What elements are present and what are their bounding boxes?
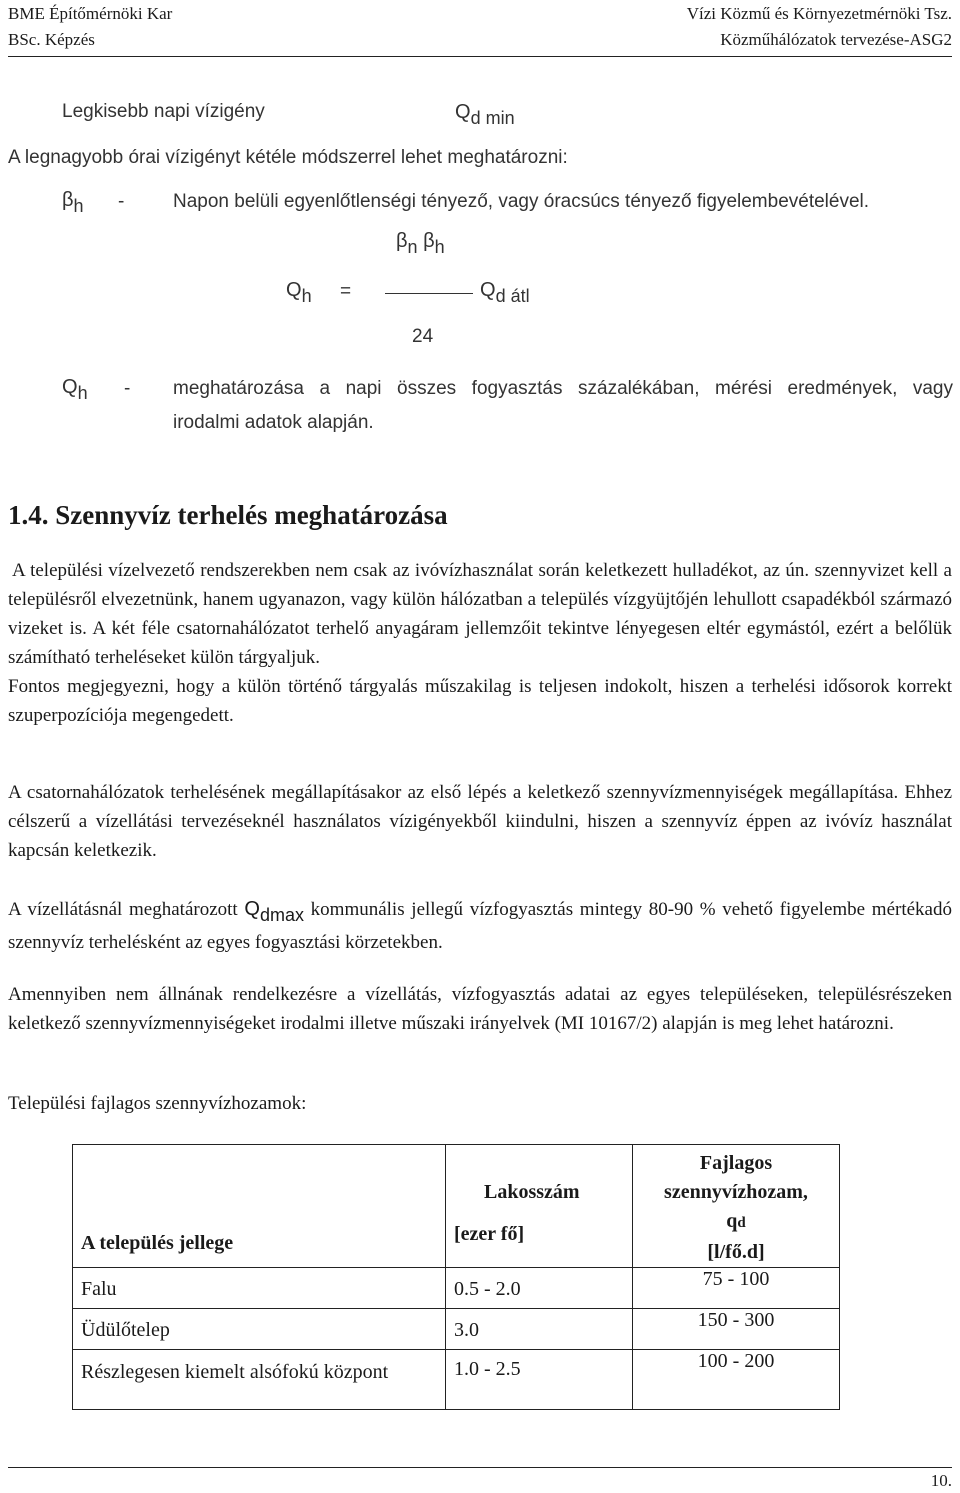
beta-h-description: Napon belüli egyenlőtlenségi tényező, vagy óracsúcs tényező figyelembevételével.: [173, 191, 870, 212]
section-title: 1.4. Szennyvíz terhelés meghatározása: [8, 500, 448, 530]
header-settlement-type: A település jellege: [73, 1145, 446, 1268]
paragraph-qdmax: A vízellátásnál meghatározott Qdmax kommunális jellegű vízfogyasztás mintegy 80-90 % vehető figyelembe mértékadó szennyvíz terhelésként az egyes fogyasztási körzetekben.: [8, 898, 952, 953]
table-row: [73, 1268, 840, 1309]
paragraph-intro-part2: Fontos megjegyezni, hogy a külön történő tárgyalás műszakilag is teljesen indokolt, hiszen a terhelési idősorok korrekt szuperpozíciója megengedett.: [8, 676, 952, 726]
cell-type: Üdülőtelep: [73, 1309, 446, 1350]
cell-flow: 100 - 200: [633, 1350, 840, 1410]
formula-lhs: Qh: [286, 279, 312, 306]
cell-flow: 150 - 300: [633, 1309, 840, 1350]
header-chair: Vízi Közmű és Környezetmérnöki Tsz.: [686, 4, 952, 23]
qh-description-line1: meghatározása a napi összes fogyasztás százalékában, mérési eredmények, vagy: [173, 378, 953, 399]
page-number: 10.: [930, 1471, 952, 1490]
paragraph-network-load: A csatornahálózatok terhelésének megállapításakor az első lépés a keletkező szennyvízmennyiségek megállapítása. Ehhez célszerű a vízellátási tervezéseknél használatos vízigényekből kiindulni, hiszen a szennyvíz éppen az ivóvíz használat kapcsán keletkezik.: [8, 782, 952, 861]
beta-h-dash: -: [118, 191, 125, 212]
header-course: Közműhálózatok tervezése-ASG2: [720, 30, 952, 49]
header-divider: [8, 56, 952, 57]
cell-flow: 75 - 100: [633, 1268, 840, 1309]
table-header-row: [73, 1145, 840, 1268]
footer-divider: [8, 1467, 952, 1468]
cell-type: Részlegesen kiemelt alsófokú központ: [73, 1350, 446, 1410]
cell-population: 1.0 - 2.5: [446, 1350, 633, 1410]
formula-numerator: βn βh: [396, 230, 445, 257]
formula-fraction-bar: [385, 293, 473, 294]
min-demand-label: Legkisebb napi vízigény: [62, 101, 265, 122]
table-caption: Települési fajlagos szennyvízhozamok:: [8, 1093, 307, 1114]
header-department: BME Építőmérnöki Kar: [8, 4, 173, 23]
table-row: [73, 1350, 840, 1410]
table-row: [73, 1309, 840, 1350]
qh-dash: -: [124, 378, 131, 399]
formula-denominator: 24: [412, 326, 434, 347]
hourly-demand-text: A legnagyobb órai vízigényt kétéle módszerrel lehet meghatározni:: [8, 147, 568, 168]
cell-type: Falu: [73, 1268, 446, 1309]
cell-population: 0.5 - 2.0: [446, 1268, 633, 1309]
qh-symbol: Qh: [62, 376, 88, 403]
specific-flow-table: [72, 1144, 840, 1410]
qh-description-line2: irodalmi adatok alapján.: [173, 412, 374, 433]
formula-equals: =: [340, 281, 352, 302]
paragraph-guidelines: Amennyiben nem állnának rendelkezésre a vízellátás, vízfogyasztás adatai az egyes településeken, településrészeken keletkező szennyvízmennyiségeket irodalmi illetve műszaki irányelvek (MI 10167/2) alapján is meg lehet határozni.: [8, 984, 952, 1034]
formula-rhs: Qd átl: [480, 279, 530, 306]
header-program: BSc. Képzés: [8, 30, 95, 49]
header-population: Lakosszám [ezer fő]: [446, 1145, 633, 1268]
header-specific-flow: Fajlagos szennyvízhozam, qd [l/fő.d]: [633, 1145, 840, 1268]
paragraph-intro-part1: A települési vízelvezető rendszerekben nem csak az ivóvízhasználat során keletkezett hulladékot, az ún. szennyvizet kell a településről elvezetnünk, hanem ugyanazon, vagy külön hálózatban a település vízgyüjtőjén lehullott csapadékból származó vizeket is. A két féle csatornahálózatot terhelő anyagáram jellemzőit tekintve lényegesen eltér egymástól, ezért a belőlük számítható terheléseket külön tárgyaljuk.: [8, 560, 952, 668]
min-demand-symbol: Qd min: [455, 101, 515, 128]
beta-h-symbol: βh: [62, 189, 84, 216]
paragraph-intro: [8, 556, 952, 730]
cell-population: 3.0: [446, 1309, 633, 1350]
